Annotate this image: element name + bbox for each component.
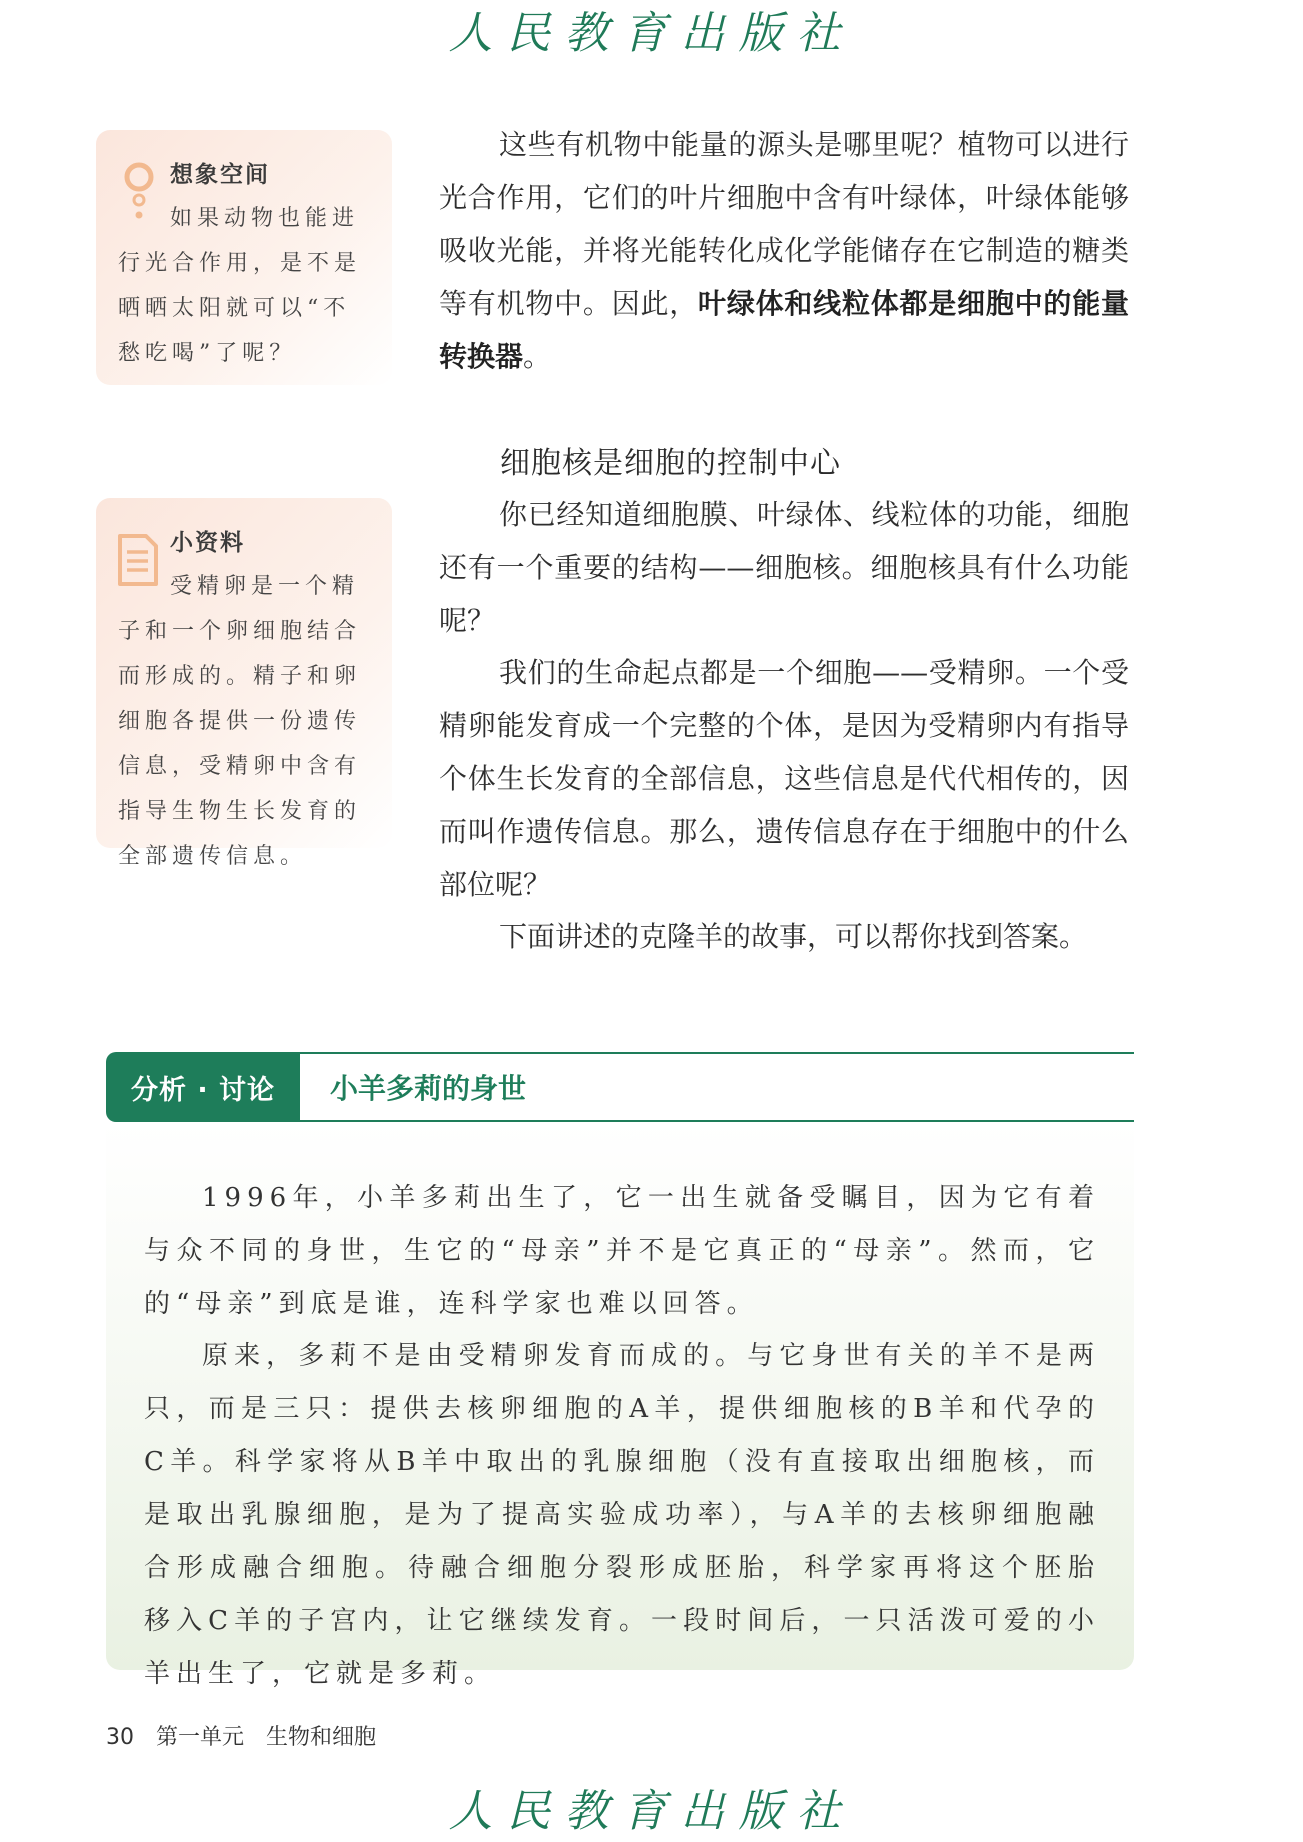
- story-paragraph: 1996年，小羊多莉出生了，它一出生就备受瞩目，因为它有着与众不同的身世，生它的“母亲”并不是它真正的“母亲”。然而，它的“母亲”到底是谁，连科学家也难以回答。: [144, 1183, 1100, 1319]
- discussion-title: 小羊多莉的身世: [330, 1072, 527, 1105]
- sidebar-imagine-text: 如果动物也能进行光合作用，是不是晒晒太阳就可以“不愁吃喝”了呢？: [118, 206, 362, 366]
- sidebar-info-title: 小资料: [170, 530, 245, 556]
- page-number: 30: [106, 1725, 134, 1750]
- unit-label: 第一单元: [156, 1725, 245, 1750]
- main-paragraph-transition: 下面讲述的克隆羊的故事，可以帮你找到答案。: [499, 920, 1088, 953]
- key-point-bold: 叶绿体和线粒体都是细胞中的能量转换器: [439, 287, 1129, 373]
- main-paragraph-zygote: 我们的生命起点都是一个细胞——受精卵。一个受精卵能发育成一个完整的个体，是因为受精卵内有指导个体生长发育的全部信息，这些信息是代代相传的，因而叫作遗传信息。那么，遗传信息存在于细胞中的什么部位呢？: [439, 656, 1129, 901]
- sidebar-imagine-box: [96, 130, 392, 385]
- discussion-header: [106, 1052, 1134, 1122]
- unit-title: 生物和细胞: [266, 1725, 377, 1750]
- publisher-logo-top: 人民教育出版社: [448, 8, 855, 59]
- sidebar-imagine-title: 想象空间: [170, 162, 270, 188]
- discussion-tab-label: 分析 · 讨论: [106, 1052, 300, 1122]
- main-paragraph-nucleus-intro: 你已经知道细胞膜、叶绿体、线粒体的功能，细胞还有一个重要的结构——细胞核。细胞核具有什么功能呢？: [439, 498, 1129, 637]
- sidebar-info-box: [96, 498, 392, 869]
- page-footer: [106, 1720, 376, 1751]
- publisher-logo-bottom: 人民教育出版社: [448, 1786, 855, 1837]
- story-paragraph: 原来，多莉不是由受精卵发育而成的。与它身世有关的羊不是两只，而是三只：提供去核卵细胞的A羊，提供细胞核的B羊和代孕的C羊。科学家将从B羊中取出的乳腺细胞（没有直接取出细胞核，而是取出乳腺细胞，是为了提高实验成功率），与A羊的去核卵细胞融合形成融合细胞。待融合细胞分裂形成胚胎，科学家再将这个胚胎移入C羊的子宫内，让它继续发育。一段时间后，一只活泼可爱的小羊出生了，它就是多莉。: [144, 1341, 1100, 1689]
- main-paragraph-energy: 这些有机物中能量的源头是哪里呢？植物可以进行光合作用，它们的叶片细胞中含有叶绿体，叶绿体能够吸收光能，并将光能转化成化学能储存在它制造的糖类等有机物中。因此，叶绿体和线粒体都是细胞中的能量转换器。: [439, 128, 1129, 373]
- discussion-box: [106, 1122, 1134, 1689]
- section-heading: 细胞核是细胞的控制中心: [500, 446, 841, 481]
- sidebar-info-text: 受精卵是一个精子和一个卵细胞结合而形成的。精子和卵细胞各提供一份遗传信息，受精卵中含有指导生物生长发育的全部遗传信息。: [118, 574, 362, 869]
